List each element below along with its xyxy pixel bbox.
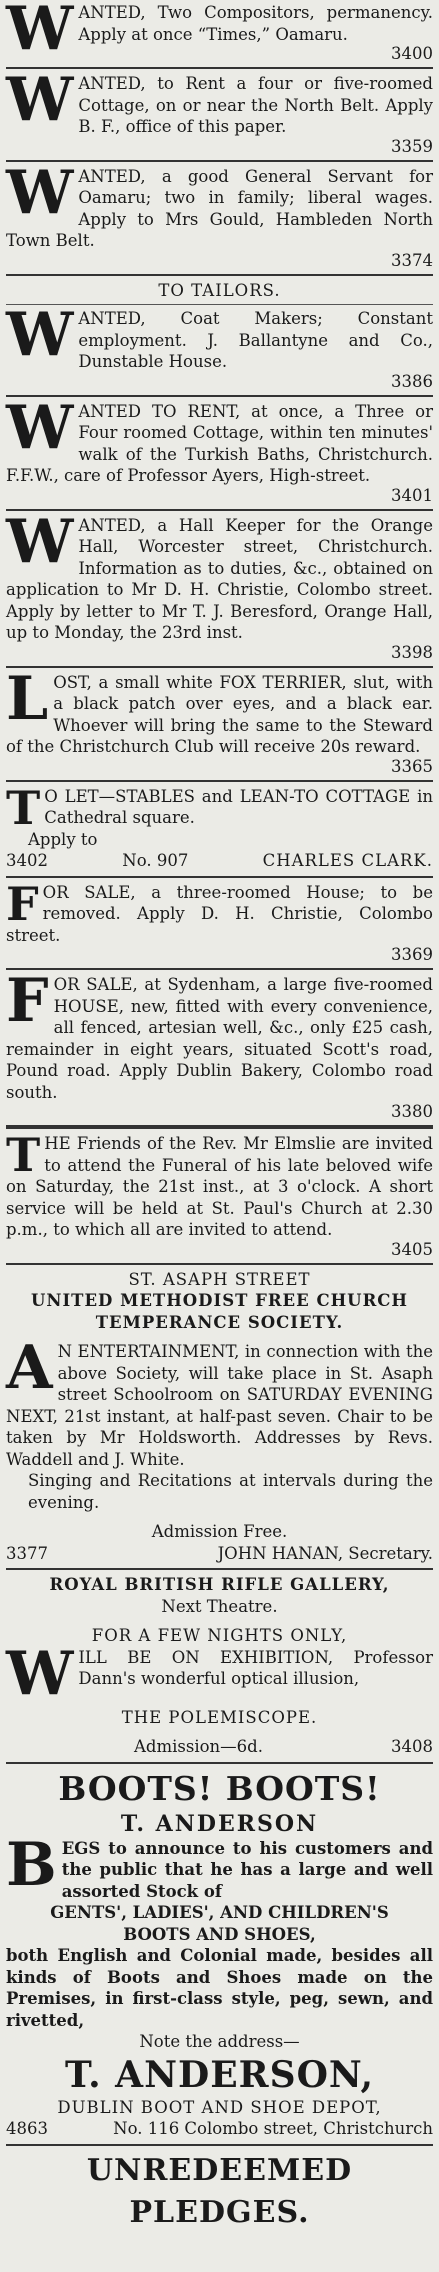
ad-general-servant [6,157,433,270]
drop-cap: B [6,1829,57,1900]
divider [6,666,433,668]
ad-heading-1: ST. ASAPH STREET [128,1269,311,1289]
ad-ref: No. 907 [122,851,189,870]
ad-signature-row [6,850,433,872]
drop-cap: W [6,157,74,228]
ad-intro: FOR A FEW NIGHTS ONLY, [91,1626,348,1645]
ad-hall-keeper [6,506,433,662]
ad-temperance-society [6,1269,433,1565]
ad-text: OR SALE, at Sydenham, a large five-roomed HOUSE, new, fitted with every convenience, all fenced, artesian well, &c., only £25 cash, remainder in eight years, situated Scott's road, Pound road. Apply Dublin Bakery, Colombo road south. [6,975,433,1102]
divider [6,1568,433,1570]
ad-address-row [6,2118,433,2140]
drop-cap: W [6,300,74,370]
ad-number: 3402 [6,851,48,870]
ad-boots-anderson [6,1768,433,2140]
divider [6,876,433,878]
ad-want-to-rent [6,392,433,505]
ad-note: Note the address— [139,2032,300,2051]
ad-number: 3408 [390,1737,433,1756]
ad-number: 3386 [391,371,433,391]
ad-number: 3401 [391,485,433,505]
ad-text: OST, a small white FOX TERRIER, slut, with a black patch over eyes, and a black ear. Whoever will bring the same to the Steward of the Christchurch Club will receive 20s reward. [6,672,433,756]
divider [6,780,433,782]
ad-address: No. 116 Colombo street, Christchurch [113,2119,433,2138]
divider [6,1762,433,1764]
ad-number: 3365 [391,756,433,776]
ad-rent-cottage [6,65,433,156]
ad-admission-row [6,1736,433,1758]
ad-heading-3: TEMPERANCE SOCIETY. [95,1312,344,1332]
ad-number: 3369 [391,945,433,964]
drop-cap: W [6,506,74,577]
divider [6,2144,433,2146]
drop-cap: F [6,876,39,931]
ad-for-sale-house [6,876,433,965]
ad-tailors [6,280,433,391]
ad-to-let-stables [6,780,433,872]
ad-number: 3400 [391,44,433,63]
ad-heading-1: UNREDEEMED PLEDGES. [86,2152,353,2230]
ad-number: 3374 [391,250,433,270]
drop-cap: W [6,392,74,463]
drop-cap: A [6,1333,53,1403]
divider [6,1263,433,1265]
ad-text: ANTED, to Rent a four or five-roomed Cottage, on or near the North Belt. Apply B. F., office of this paper. [78,74,433,136]
ad-text: HE Friends of the Rev. Mr Elmslie are invited to attend the Funeral of his late beloved wife on Saturday, the 21st inst., at 3 o'clock. A short service will be held at St. Paul's Church at 2.30 p.m., to which all are invited to attend. [6,1134,433,1239]
ad-signature-row [6,1543,433,1565]
ad-text: O LET—STABLES and LEAN-TO COTTAGE in Cathedral square. [44,786,433,827]
ad-text: ANTED TO RENT, at once, a Three or Four roomed Cottage, within ten minutes' walk of the Turkish Baths, Christchurch. F.F.W., care of Professor Ayers, High-street. [6,401,433,485]
ad-text-2: Singing and Recitations at intervals during the evening. [28,1471,433,1512]
ad-text: ANTED, Coat Makers; Constant employment. J. Ballantyne and Co., Dunstable House. [78,309,433,371]
drop-cap: T [6,780,41,835]
drop-cap: W [6,65,74,135]
ad-goods-2: BOOTS AND SHOES, [123,1924,316,1944]
ad-heading-2: UNITED METHODIST FREE CHURCH [30,1291,408,1310]
ad-unredeemed-pledges [6,2150,433,2234]
ad-signature: CHARLES CLARK. [262,851,433,870]
ad-text: ILL BE ON EXHIBITION, Professor Dann's wonderful optical illusion, [78,1647,433,1688]
divider [6,968,433,970]
drop-cap: T [6,1128,41,1182]
ad-admission: Admission Free. [151,1522,288,1541]
ad-text: EGS to announce to his customers and the public that he has a large and well assorted Stock of [61,1838,433,1901]
ad-text: OR SALE, a three-roomed House; to be removed. Apply D. H. Christie, Colombo street. [6,882,433,945]
drop-cap: W [6,1638,74,1709]
ad-number: 3380 [391,1102,433,1121]
ad-text: ANTED, a Hall Keeper for the Orange Hall, Worcester street, Christchurch. Information as to duties, &c., obtained on application to Mr D. H. Christie, Colombo street. Apply by letter to Mr T. J. Beresford, Orange Hall, up to Monday, the 23rd inst. [6,515,433,642]
ad-goods-1: GENTS', LADIES', AND CHILDREN'S [50,1903,389,1922]
ad-number: 3359 [391,136,433,156]
ad-for-sale-sydenham [6,966,433,1121]
ad-text: ANTED, Two Compositors, permanency. Apply at once “Times,” Oamaru. [78,3,433,44]
ad-lost-terrier [6,663,433,776]
ad-text-2: both English and Colonial made, besides all kinds of Boots and Shoes made on the Premises, in first-class style, peg, sewn, and rivetted, [6,1946,433,2030]
ad-compositors [6,2,433,63]
ad-merchant-name-2: T. ANDERSON, [64,2053,375,2096]
ad-text: ANTED, a good General Servant for Oamaru; two in family; liberal wages. Apply to Mrs Gould, Hambleden North Town Belt. [6,166,433,250]
ad-signature: JOHN HANAN, Secretary. [217,1543,433,1563]
drop-cap: L [6,663,49,734]
ad-heading-2: Next Theatre. [161,1596,278,1616]
ad-depot: DUBLIN BOOT AND SHOE DEPOT, [57,2097,382,2117]
divider [6,274,433,276]
ad-heading: TO TAILORS. [158,280,281,300]
drop-cap: W [6,0,74,64]
ad-text: N ENTERTAINMENT, in connection with the above Society, will take place in St. Asaph street Schoolroom on SATURDAY EVENING NEXT, 21st instant, at half-past seven. Chair to be taken by Mr Holdsworth. Addresses by Revs. Waddell and J. White. [6,1342,433,1469]
ad-apply: Apply to [28,829,98,849]
ad-heading-1: BOOTS! BOOTS! [58,1768,381,1808]
ad-funeral-notice [6,1128,433,1259]
ad-number: 3405 [391,1239,433,1259]
ad-number: 3398 [391,642,433,662]
ad-heading-1: ROYAL BRITISH RIFLE GALLERY, [49,1575,390,1594]
drop-cap: F [6,966,49,1036]
ad-show-name: THE POLEMISCOPE. [121,1707,318,1727]
divider [6,1125,433,1129]
ad-rifle-gallery [6,1574,433,1758]
ad-merchant-name: T. ANDERSON [120,1810,319,1837]
ad-number: 3377 [6,1543,48,1563]
ad-number: 4863 [6,2119,48,2138]
ad-admission: Admission—6d. [134,1737,263,1756]
